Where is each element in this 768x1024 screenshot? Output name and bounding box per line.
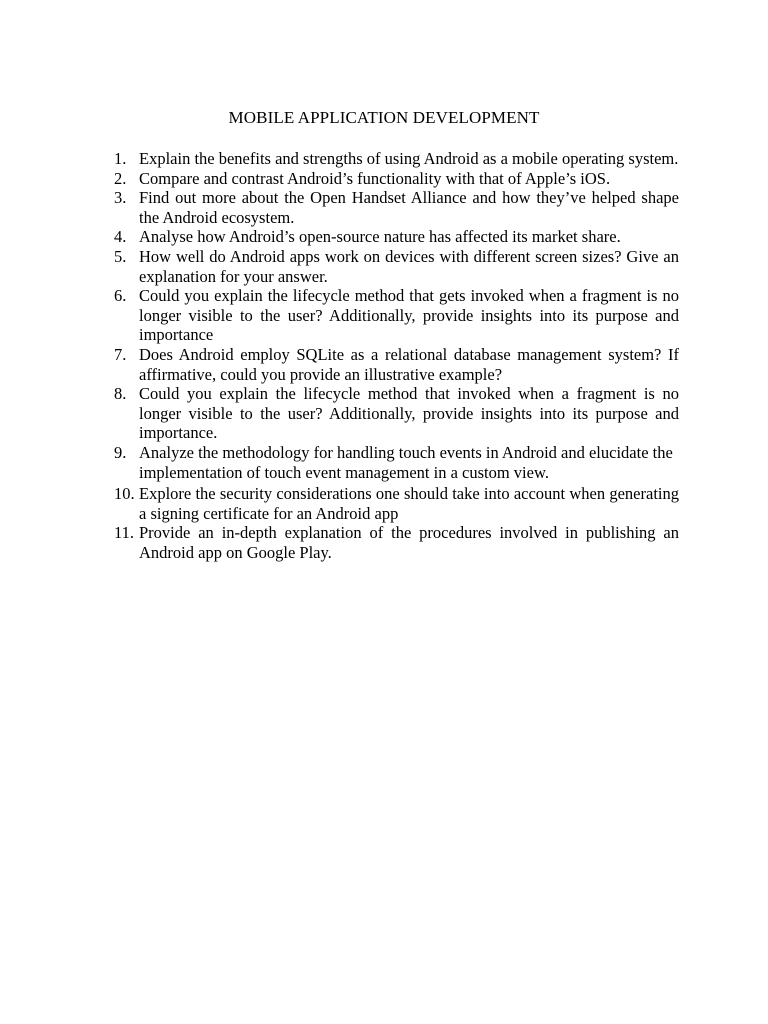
question-number: 1. [114,149,127,168]
question-number: 3. [114,188,127,208]
question-list [114,149,679,562]
question-text: Does Android employ SQLite as a relational database management system? If affirmative, could you provide an illustrative example? [139,344,679,384]
question-item-10 [114,484,679,523]
question-number: 11. [114,523,135,543]
question-item-9 [114,443,679,484]
question-item-7 [114,345,679,384]
question-number: 6. [114,286,127,306]
question-number: 4. [114,227,127,247]
question-text: Could you explain the lifecycle method that gets invoked when a fragment is no longer visible to the user? Additionally, provide insights into its purpose and importance [139,286,679,345]
question-item-2 [114,169,679,189]
document-title: MOBILE APPLICATION DEVELOPMENT [228,108,540,127]
question-text: Explain the benefits and strengths of using Android as a mobile operating system. [139,149,679,168]
question-text: Provide an in-depth explanation of the procedures involved in publishing an Android app on Google Play. [139,523,679,562]
question-number: 5. [114,246,127,266]
question-item-11 [114,523,679,562]
question-text: Analyse how Android’s open-source nature has affected its market share. [139,227,621,247]
question-text: Analyze the methodology for handling touch events in Android and elucidate the implementation of touch event management in a custom view. [139,442,673,483]
question-text: How well do Android apps work on devices with different screen sizes? Give an explanation for your answer. [139,246,679,286]
question-number: 10. [114,483,135,503]
question-item-6 [114,286,679,345]
question-item-1 [114,149,679,169]
question-text: Explore the security considerations one should take into account when generating a signing certificate for an Android app [139,483,679,523]
question-item-4 [114,227,679,247]
question-number: 2. [114,168,127,188]
question-text: Find out more about the Open Handset Alliance and how they’ve helped shape the Android ecosystem. [139,188,679,227]
question-item-3 [114,188,679,227]
question-number: 7. [114,344,127,364]
question-item-8 [114,384,679,443]
question-item-5 [114,247,679,286]
question-number: 8. [114,384,127,404]
question-text: Could you explain the lifecycle method that invoked when a fragment is no longer visible to the user? Additionally, provide insights into its purpose and importance. [139,384,679,443]
question-text: Compare and contrast Android’s functionality with that of Apple’s iOS. [139,168,611,188]
question-number: 9. [114,442,127,462]
